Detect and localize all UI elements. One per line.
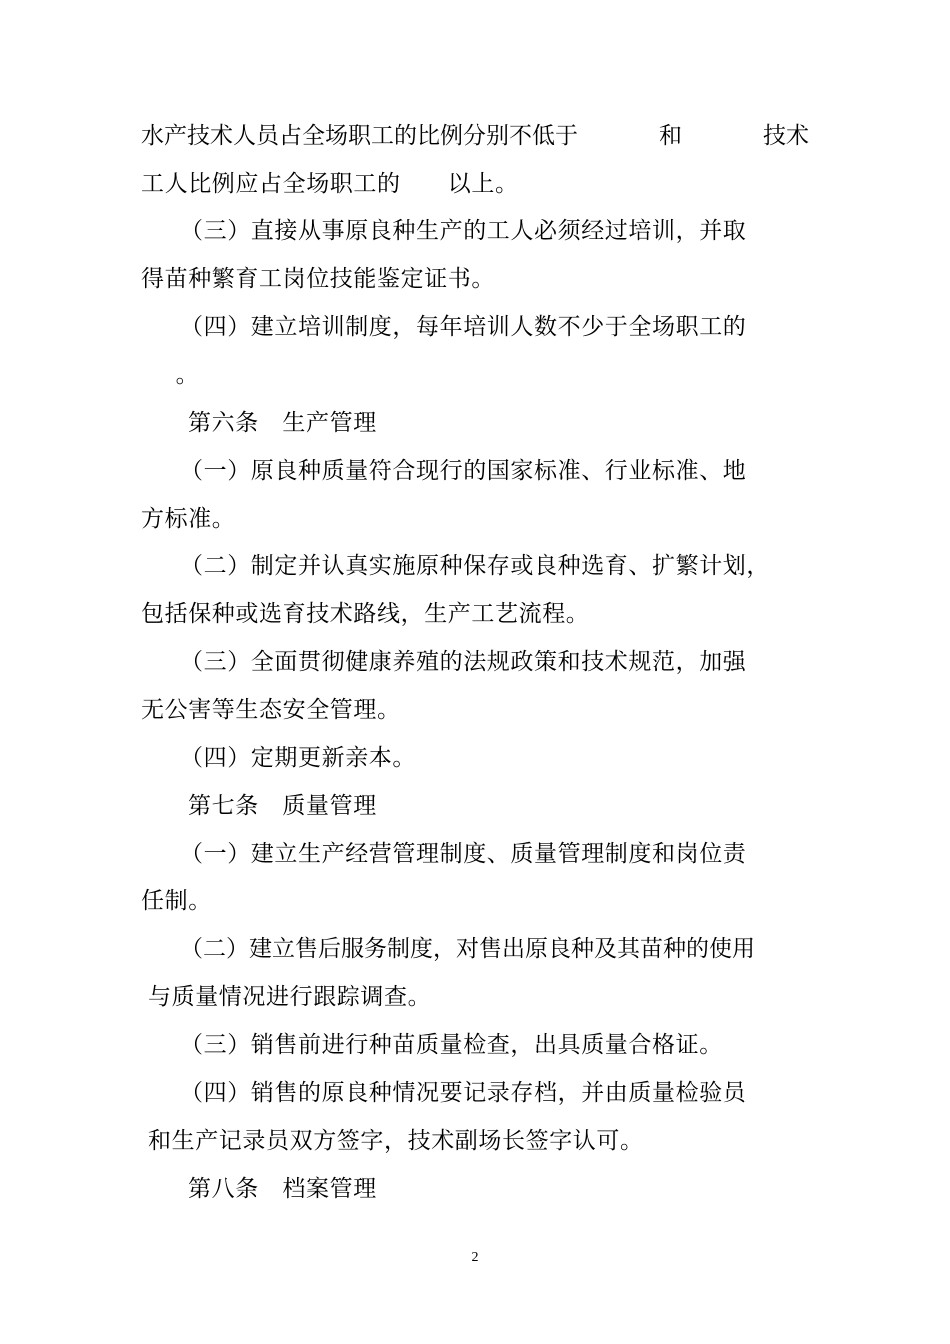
- text-line-12: （三）全面贯彻健康养殖的法规政策和技术规范，加强: [180, 649, 747, 675]
- text-line-1: [141, 121, 809, 151]
- text-line-9: 方标准。: [141, 506, 236, 532]
- text-line-8: （一）原良种质量符合现行的国家标准、行业标准、地: [180, 458, 747, 484]
- text-line-16: （一）建立生产经营管理制度、质量管理制度和岗位责: [180, 841, 747, 867]
- section-heading-article-8: 第八条 档案管理: [188, 1176, 377, 1202]
- text-line-17: 任制。: [141, 888, 212, 914]
- text-line-1-part-a: 水产技术人员占全场职工的比例分别不低于: [141, 123, 578, 149]
- page-number: 2: [471, 1250, 479, 1265]
- text-line-4: 得苗种繁育工岗位技能鉴定证书。: [141, 266, 495, 292]
- text-line-3: （三）直接从事原良种生产的工人必须经过培训，并取: [180, 218, 747, 244]
- text-line-21: （四）销售的原良种情况要记录存档，并由质量检验员: [180, 1080, 747, 1106]
- text-line-2: 工人比例应占全场职工的 以上。: [141, 171, 519, 197]
- text-line-18: （二）建立售后服务制度，对售出原良种及其苗种的使用: [180, 936, 755, 962]
- text-line-22: 和生产记录员双方签字，技术副场长签字认可。: [148, 1128, 644, 1154]
- text-line-19: 与质量情况进行跟踪调查。: [148, 984, 432, 1010]
- text-line-1-part-b: 和: [659, 123, 682, 149]
- text-line-20: （三）销售前进行种苗质量检查，出具质量合格证。: [180, 1032, 723, 1058]
- text-line-13: 无公害等生态安全管理。: [141, 697, 401, 723]
- text-line-6: 。: [152, 362, 200, 388]
- text-line-14: （四）定期更新亲本。: [180, 745, 416, 771]
- text-line-1-part-c: 技术: [763, 123, 809, 149]
- section-heading-article-7: 第七条 质量管理: [188, 793, 377, 819]
- text-line-11: 包括保种或选育技术路线，生产工艺流程。: [141, 601, 590, 627]
- section-heading-article-6: 第六条 生产管理: [188, 410, 377, 436]
- text-line-5: （四）建立培训制度，每年培训人数不少于全场职工的: [180, 314, 747, 340]
- text-line-10: （二）制定并认真实施原种保存或良种选育、扩繁计划，: [180, 553, 770, 579]
